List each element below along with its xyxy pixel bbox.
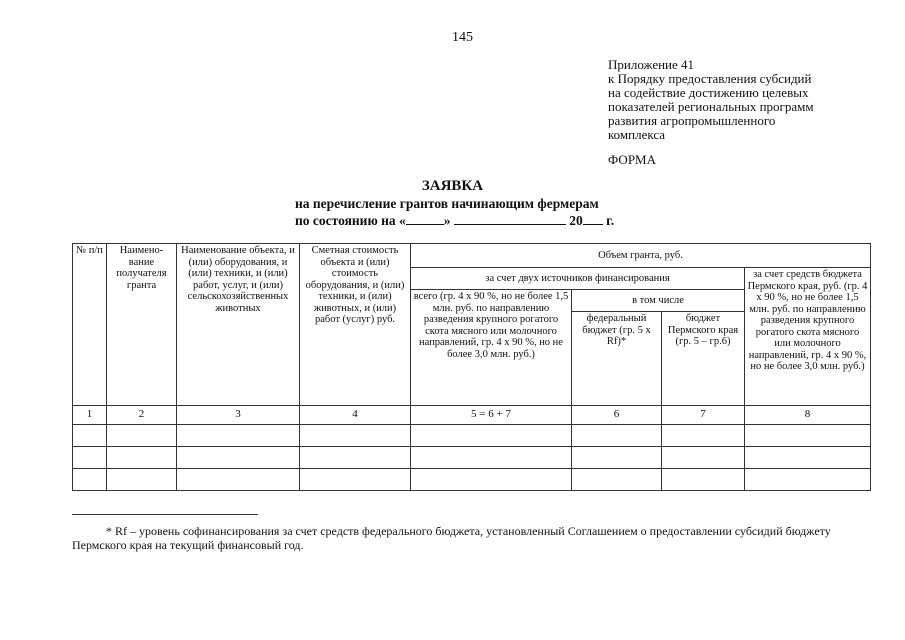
column-numbers-row [73,406,871,425]
empty-cell [177,469,300,491]
subtitle-prefix: по состоянию на « [295,213,406,228]
empty-cell [662,469,745,491]
document-subtitle [295,196,614,228]
application-table [72,243,871,491]
subtitle-quote-close: » [443,213,451,228]
page-number: 145 [452,30,473,45]
column-number: 5 = 6 + 7 [411,406,572,425]
empty-cell [73,425,107,447]
empty-cell [73,447,107,469]
header-cell-estimated-cost: Сметная стоимость объекта и (или) стоимость оборудования, и (или) техники, и (или) животных, и (или) работ (услуг) руб. [300,244,411,406]
document-title: ЗАЯВКА [421,178,484,194]
form-label: ФОРМА [608,152,656,167]
empty-cell [107,425,177,447]
footnote: * Rf – уровень софинансирования за счет средств федерального бюджета, установленный Соглашением о предоставлении субсидий бюджету Пермского края на текущий финансовый год. [72,524,831,552]
empty-cell [572,447,662,469]
empty-cell [177,425,300,447]
empty-cell [107,469,177,491]
empty-cell [300,447,411,469]
empty-cell [107,447,177,469]
header-cell-grant-volume: Объем гранта, руб. [411,244,871,268]
empty-cell [300,469,411,491]
empty-cell [177,447,300,469]
empty-cell [411,425,572,447]
subtitle-suffix: г. [606,213,615,228]
column-number: 1 [73,406,107,425]
empty-cell [662,447,745,469]
appendix-line: развития агропромышленного [608,113,776,128]
empty-table-row [73,447,871,469]
appendix-line: на содействие достижению целевых [608,85,809,100]
header-cell-including: в том числе [572,290,745,312]
header-cell-object: Наименование объекта, и (или) оборудования, и (или) техники, и (или) работ, услуг, и (или) сельскохозяйственных животных [177,244,300,406]
header-cell-perm-budget: бюджет Пермского края (гр. 5 – гр.6) [662,312,745,406]
column-number: 4 [300,406,411,425]
appendix-line: к Порядку предоставления субсидий [608,71,812,86]
appendix-line: комплекса [608,127,666,142]
subtitle-year: 20 [569,213,583,228]
header-cell-two-sources: за счет двух источников финансирования [411,268,745,290]
subtitle-line-1: на перечисление грантов начинающим фермерам [295,196,599,211]
empty-table-row [73,425,871,447]
day-blank [406,211,444,225]
empty-cell [572,425,662,447]
appendix-header [608,58,888,142]
subtitle-line-2 [295,211,614,228]
column-number: 7 [662,406,745,425]
empty-table-row [73,469,871,491]
header-cell-recipient: Наимено-вание получателя гранта [107,244,177,406]
column-number: 6 [572,406,662,425]
empty-cell [745,447,871,469]
empty-cell [745,469,871,491]
header-cell-number: № п/п [73,244,107,406]
empty-cell [73,469,107,491]
month-blank [454,211,566,225]
footnote-separator [72,514,258,515]
column-number: 3 [177,406,300,425]
header-cell-total: всего (гр. 4 х 90 %, но не более 1,5 млн. руб. по направлению разведения крупного рогатого скота мясного или молочного направлений, гр. 4 х 90 %, но не более 3,0 млн. руб.) [411,290,572,406]
empty-cell [300,425,411,447]
empty-cell [662,425,745,447]
appendix-line: показателей региональных программ [608,99,814,114]
header-cell-regional-budget: за счет средств бюджета Пермского края, руб. (гр. 4 х 90 %, но не более 1,5 млн. руб. по направлению разведения крупного рогатого скота мясного или молочного направлений, гр. 4 х 90 %, но не более 3,0 млн. руб.) [745,268,871,406]
empty-cell [411,469,572,491]
column-number: 2 [107,406,177,425]
year-blank [583,211,603,225]
empty-cell [411,447,572,469]
column-number: 8 [745,406,871,425]
header-cell-federal: федеральный бюджет (гр. 5 х Rf)* [572,312,662,406]
appendix-line: Приложение 41 [608,57,695,72]
empty-cell [745,425,871,447]
empty-cell [572,469,662,491]
